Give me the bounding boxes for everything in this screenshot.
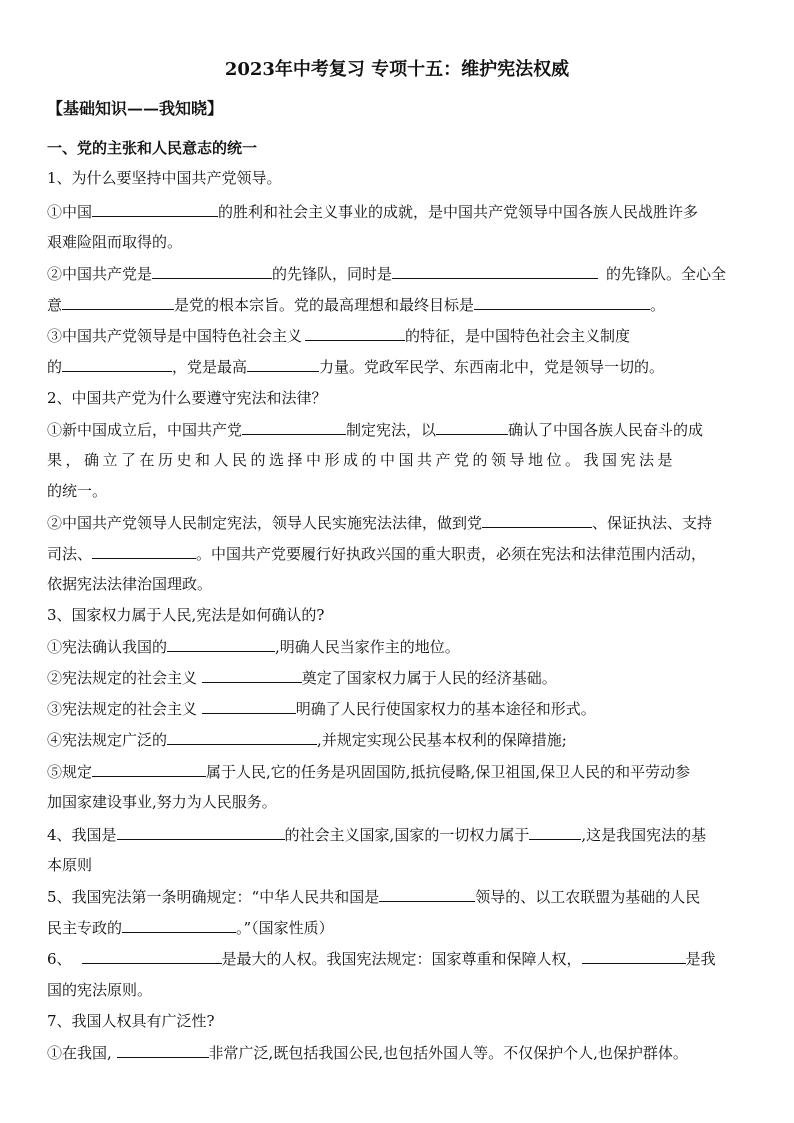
q3c-line: ③宪法规定的社会主义 明确了人民行使国家权力的基本途径和形式。 (47, 700, 596, 718)
q3e-line-2: 加国家建设事业,努力为人民服务。 (47, 793, 277, 811)
fill-blank[interactable] (167, 729, 317, 745)
q2b-line-3: 依据宪法法律治国理政。 (47, 575, 213, 593)
fill-blank[interactable] (202, 667, 302, 683)
question-2: 2、中国共产党为什么要遵守宪法和法律？ (47, 389, 327, 407)
fill-blank[interactable] (582, 948, 686, 964)
fill-blank[interactable] (247, 356, 319, 372)
q6-line-2: 国的宪法原则。 (47, 981, 153, 999)
fill-blank[interactable] (436, 419, 508, 435)
q2a-line-3: 的统一。 (47, 482, 108, 500)
fill-blank[interactable] (305, 325, 405, 341)
fill-blank[interactable] (92, 201, 218, 217)
fill-blank[interactable] (482, 512, 592, 528)
q1b-line-2: 意 是党的根本宗旨。党的最高理想和最终目标是 。 (47, 296, 666, 314)
fill-blank[interactable] (242, 419, 346, 435)
q2a-line: ①新中国成立后，中国共产党 制定宪法，以 确认了中国各族人民奋斗的成 (47, 421, 704, 439)
q2a-line-2: 果，确立了在历史和人民的选择中形成的中国共产党的领导地位。我国宪法是 (47, 451, 677, 469)
q6-line: 6、 是最大的人权。我国宪法规定：国家尊重和保障人权， 是我 (47, 950, 716, 968)
fill-blank[interactable] (62, 356, 172, 372)
q3a-line: ①宪法确认我国的 ,明确人民当家作主的地位。 (47, 638, 460, 656)
fill-blank[interactable] (202, 698, 296, 714)
fill-blank[interactable] (117, 824, 285, 840)
fill-blank[interactable] (474, 294, 650, 310)
section-heading-basic: 【基础知识——我知晓】 (47, 99, 224, 118)
fill-blank[interactable] (92, 543, 196, 559)
q5-line: 5、我国宪法第一条明确规定：“中华人民共和国是 领导的、以工农联盟为基础的人民 (47, 888, 701, 906)
fill-blank[interactable] (82, 948, 222, 964)
q5-line-2: 民主专政的 。”（国家性质） (47, 919, 334, 937)
q3d-line: ④宪法规定广泛的 ,并规定实现公民基本权利的保障措施; (47, 731, 567, 749)
q1a-line: ①中国 的胜利和社会主义事业的成就，是中国共产党领导中国各族人民战胜许多 (47, 203, 699, 221)
fill-blank[interactable] (122, 917, 236, 933)
q7a-line: ①在我国, 非常广泛,既包括我国公民,也包括外国人等。不仅保护个人,也保护群体。 (47, 1044, 688, 1062)
question-3: 3、国家权力属于人民,宪法是如何确认的? (47, 606, 325, 624)
q4-line-2: 本原则 (47, 856, 93, 874)
q1c-line-2: 的 ，党是最高 力量。党政军民学、东西南北中，党是领导一切的。 (47, 358, 665, 376)
q3b-line: ②宪法规定的社会主义 奠定了国家权力属于人民的经济基础。 (47, 669, 557, 687)
fill-blank[interactable] (529, 824, 581, 840)
q2b-line: ②中国共产党领导人民制定宪法，领导人民实施宪法法律，做到党 、保证执法、支持 (47, 514, 713, 532)
q1a-line-2: 艰难险阻而取得的。 (47, 233, 183, 251)
question-7: 7、我国人权具有广泛性? (47, 1012, 215, 1030)
q1b-line: ②中国共产党是 的先锋队，同时是 的先锋队。全心全 (47, 265, 727, 283)
q4-line: 4、我国是 的社会主义国家,国家的一切权力属于 ,这是我国宪法的基 (47, 826, 707, 844)
q2b-line-2: 司法、 。中国共产党要履行好执政兴国的重大职责，必须在宪法和法律范围内活动， (47, 545, 707, 563)
q3e-line: ⑤规定 属于人民,它的任务是巩固国防,抵抗侵略,保卫祖国,保卫人民的和平劳动参 (47, 763, 691, 781)
fill-blank[interactable] (92, 761, 206, 777)
fill-blank[interactable] (152, 263, 272, 279)
fill-blank[interactable] (379, 886, 475, 902)
fill-blank[interactable] (392, 263, 598, 279)
part-heading-1: 一、党的主张和人民意志的统一 (47, 139, 258, 157)
fill-blank[interactable] (117, 1042, 209, 1058)
question-1: 1、为什么要坚持中国共产党领导。 (47, 169, 282, 187)
fill-blank[interactable] (167, 636, 275, 652)
fill-blank[interactable] (62, 294, 174, 310)
page-title: 2023年中考复习 专项十五：维护宪法权威 (224, 59, 570, 80)
q1c-line: ③中国共产党领导是中国特色社会主义 的特征，是中国特色社会主义制度 (47, 327, 631, 345)
